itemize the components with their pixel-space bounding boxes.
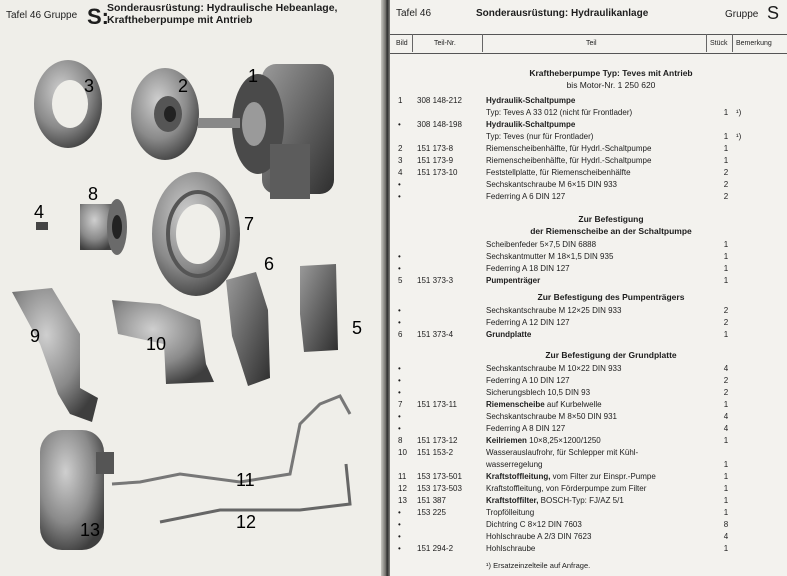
quantity-cell: 1 — [723, 144, 729, 153]
quantity-cell: 4 — [723, 412, 729, 421]
part-number-cell: 151 373-4 — [417, 330, 454, 339]
quantity-cell: 1 — [723, 400, 729, 409]
part-number-cell: 151 387 — [417, 496, 446, 505]
table-row — [390, 460, 787, 472]
description-cell: Dichtring C 8×12 DIN 7603 — [486, 520, 582, 529]
quantity-cell: 1 — [723, 132, 729, 141]
description-cell: Tropfölleitung — [486, 508, 535, 517]
part-6-bracket — [226, 272, 270, 386]
table-row — [390, 192, 787, 204]
table-row — [390, 532, 787, 544]
bild-cell: 1 — [398, 96, 403, 105]
label-5: 5 — [352, 318, 363, 338]
right-page — [390, 0, 787, 576]
table-row — [390, 508, 787, 520]
quantity-cell: 8 — [723, 520, 729, 529]
table-row — [390, 108, 787, 120]
table-row — [390, 544, 787, 556]
description-cell: Feststellplatte, für Riemenscheibenhälfte — [486, 168, 631, 177]
part-number-cell: 308 148-198 — [417, 120, 462, 129]
table-row — [390, 364, 787, 376]
bild-cell: • — [398, 192, 401, 201]
col-bemerkung: Bemerkung — [736, 40, 772, 47]
table-row — [390, 252, 787, 264]
bild-cell: 13 — [398, 496, 407, 505]
description-cell: wasserregelung — [486, 460, 543, 469]
part-number-cell: 151 173-8 — [417, 144, 454, 153]
table-row — [390, 376, 787, 388]
description-cell: Hydraulik-Schaltpumpe — [486, 120, 576, 129]
col-divider — [732, 34, 733, 52]
part-8-small-pulley — [80, 199, 127, 255]
col-bild: Bild — [396, 40, 408, 47]
bild-cell: • — [398, 120, 401, 129]
quantity-cell: 1 — [723, 156, 729, 165]
table-row — [390, 412, 787, 424]
subheading-1a: Zur Befestigung — [578, 214, 644, 224]
quantity-cell: 1 — [723, 264, 729, 273]
part-9-elbow-pipe — [12, 288, 98, 422]
quantity-cell: 1 — [723, 484, 729, 493]
part-number-cell: 308 148-212 — [417, 96, 462, 105]
bild-cell: 7 — [398, 400, 403, 409]
description-cell: Sicherungsblech 10,5 DIN 93 — [486, 388, 591, 397]
bild-cell: 2 — [398, 144, 403, 153]
bild-cell: 6 — [398, 330, 403, 339]
bild-cell: • — [398, 412, 401, 421]
bild-cell: • — [398, 306, 401, 315]
quantity-cell: 1 — [723, 276, 729, 285]
left-title-line2: Kraftheberpumpe mit Antrieb — [107, 14, 253, 26]
label-7: 7 — [244, 214, 255, 234]
table-row — [390, 306, 787, 318]
description-cell: Scheibenfeder 5×7,5 DIN 6888 — [486, 240, 597, 249]
description-cell: Federring A 8 DIN 127 — [486, 424, 566, 433]
label-12: 12 — [236, 512, 257, 532]
col-stueck: Stück — [710, 40, 728, 47]
quantity-cell: 2 — [723, 180, 729, 189]
part-number-cell: 153 225 — [417, 508, 446, 517]
quantity-cell: 1 — [723, 252, 729, 261]
part-3-pulley-half — [34, 60, 102, 148]
part-1-pump — [198, 64, 334, 199]
table-row — [390, 424, 787, 436]
right-tafel-label: Tafel 46 — [396, 8, 432, 19]
label-1: 1 — [248, 66, 259, 86]
bild-cell: 3 — [398, 156, 403, 165]
table-row — [390, 448, 787, 460]
col-divider — [482, 34, 483, 52]
bild-cell: • — [398, 520, 401, 529]
bild-cell: • — [398, 388, 401, 397]
bild-cell: 10 — [398, 448, 407, 457]
table-row — [390, 144, 787, 156]
footnote: ¹) Ersatzeinzelteile auf Anfrage. — [486, 561, 591, 570]
subheading-3: Zur Befestigung der Grundplatte — [545, 350, 677, 360]
bild-cell: 11 — [398, 472, 407, 481]
quantity-cell: 1 — [723, 472, 729, 481]
label-4: 4 — [34, 202, 45, 222]
bild-cell: 8 — [398, 436, 403, 445]
bild-cell: • — [398, 318, 401, 327]
description-cell: Hydraulik-Schaltpumpe — [486, 96, 576, 105]
description-cell: Hohlschraube — [486, 544, 536, 553]
table-row — [390, 520, 787, 532]
description-cell: Keilriemen 10×8,25×1200/1250 — [486, 436, 601, 445]
description-cell: Grundplatte — [486, 330, 532, 339]
label-3: 3 — [84, 76, 95, 96]
section-title: Kraftheberpumpe Typ: Teves mit Antrieb — [529, 68, 693, 78]
section-subtitle: bis Motor-Nr. 1 250 620 — [566, 80, 656, 90]
part-13-fuel-filter — [40, 430, 114, 550]
description-cell: Kraftstoffilter, BOSCH-Typ: FJ/AZ 5/1 — [486, 496, 624, 505]
table-header — [390, 34, 787, 54]
bild-cell: 5 — [398, 276, 403, 285]
quantity-cell: 2 — [723, 388, 729, 397]
bild-cell: • — [398, 252, 401, 261]
bild-cell: • — [398, 180, 401, 189]
description-cell: Sechskantschraube M 10×22 DIN 933 — [486, 364, 622, 373]
table-row — [390, 120, 787, 132]
part-number-cell: 151 294-2 — [417, 544, 454, 553]
parts-photo — [0, 34, 383, 576]
part-number-cell: 151 173-9 — [417, 156, 454, 165]
table-row — [390, 132, 787, 144]
col-divider — [706, 34, 707, 52]
left-title-line1: Sonderausrüstung: Hydraulische Hebeanlage, — [107, 2, 338, 14]
bild-cell: • — [398, 544, 401, 553]
part-number-cell: 151 373-3 — [417, 276, 454, 285]
quantity-cell: 4 — [723, 424, 729, 433]
description-cell: Typ: Teves (nur für Frontlader) — [486, 132, 594, 141]
table-row — [390, 240, 787, 252]
quantity-cell: 2 — [723, 168, 729, 177]
table-row — [390, 264, 787, 276]
table-row — [390, 388, 787, 400]
quantity-cell: 1 — [723, 330, 729, 339]
part-number-cell: 151 173-10 — [417, 168, 458, 177]
label-9: 9 — [30, 326, 41, 346]
left-tafel-label: Tafel 46 Gruppe — [6, 10, 78, 21]
bild-cell: • — [398, 424, 401, 433]
part-number-cell: 151 153-2 — [417, 448, 454, 457]
quantity-cell: 1 — [723, 544, 729, 553]
right-title: Sonderausrüstung: Hydraulikanlage — [476, 8, 649, 19]
table-row — [390, 96, 787, 108]
remark-cell: ¹) — [736, 132, 742, 141]
bild-cell: • — [398, 532, 401, 541]
col-teil: Teil — [586, 40, 597, 47]
description-cell: Riemenscheibe auf Kurbelwelle — [486, 400, 602, 409]
label-6: 6 — [264, 254, 275, 274]
table-row — [390, 318, 787, 330]
description-cell: Federring A 10 DIN 127 — [486, 376, 570, 385]
part-number-cell: 151 173-12 — [417, 436, 458, 445]
subheading-1b: der Riemenscheibe an der Schaltpumpe — [530, 226, 692, 236]
bild-cell: • — [398, 264, 401, 273]
bild-cell: 12 — [398, 484, 407, 493]
table-row — [390, 472, 787, 484]
quantity-cell: 2 — [723, 376, 729, 385]
description-cell: Wasserauslaufrohr, für Schlepper mit Kühl- — [486, 448, 639, 457]
quantity-cell: 2 — [723, 318, 729, 327]
table-row — [390, 276, 787, 288]
bild-cell: • — [398, 364, 401, 373]
quantity-cell: 1 — [723, 108, 729, 117]
right-group-letter: S — [767, 3, 780, 23]
label-2: 2 — [178, 76, 189, 96]
part-number-cell: 153 173-503 — [417, 484, 462, 493]
part-4-plate — [36, 222, 48, 230]
description-cell: Hohlschraube A 2/3 DIN 7623 — [486, 532, 592, 541]
description-cell: Kraftstoffleitung, von Förderpumpe zum Filter — [486, 484, 647, 493]
bild-cell: • — [398, 376, 401, 385]
right-page-header — [390, 0, 787, 34]
description-cell: Federring A 18 DIN 127 — [486, 264, 570, 273]
table-row — [390, 330, 787, 342]
bild-cell: 4 — [398, 168, 403, 177]
bild-cell: • — [398, 508, 401, 517]
description-cell: Sechskantschraube M 8×50 DIN 931 — [486, 412, 617, 421]
quantity-cell: 4 — [723, 364, 729, 373]
table-row — [390, 168, 787, 180]
label-13: 13 — [80, 520, 101, 540]
quantity-cell: 4 — [723, 532, 729, 541]
part-11-fuel-line — [112, 396, 350, 484]
col-divider — [412, 34, 413, 52]
remark-cell: ¹) — [736, 108, 742, 117]
label-10: 10 — [146, 334, 167, 354]
table-row — [390, 496, 787, 508]
table-row — [390, 484, 787, 496]
quantity-cell: 1 — [723, 460, 729, 469]
quantity-cell: 1 — [723, 240, 729, 249]
part-number-cell: 151 173-11 — [417, 400, 457, 409]
description-cell: Sechskantmutter M 18×1,5 DIN 935 — [486, 252, 614, 261]
table-row — [390, 156, 787, 168]
description-cell: Pumpenträger — [486, 276, 541, 285]
description-cell: Federring A 6 DIN 127 — [486, 192, 566, 201]
description-cell: Federring A 12 DIN 127 — [486, 318, 570, 327]
quantity-cell: 1 — [723, 496, 729, 505]
description-cell: Kraftstoffleitung, vom Filter zur Einspr.-Pumpe — [486, 472, 656, 481]
part-7-large-pulley — [152, 172, 240, 296]
quantity-cell: 1 — [723, 508, 729, 517]
left-page — [0, 0, 383, 576]
table-row — [390, 400, 787, 412]
table-row — [390, 180, 787, 192]
quantity-cell: 1 — [723, 436, 729, 445]
label-8: 8 — [88, 184, 99, 204]
description-cell: Riemenscheibenhälfte, für Hydrl.-Schaltpumpe — [486, 144, 652, 153]
part-5-base-plate — [300, 264, 338, 352]
subheading-2: Zur Befestigung des Pumpenträgers — [537, 292, 685, 302]
part-2-pulley-half — [131, 68, 199, 160]
part-number-cell: 153 173-501 — [417, 472, 462, 481]
description-cell: Riemenscheibenhälfte, für Hydrl.-Schaltpumpe — [486, 156, 652, 165]
description-cell: Sechskantschraube M 12×25 DIN 933 — [486, 306, 622, 315]
quantity-cell: 2 — [723, 192, 729, 201]
table-row — [390, 436, 787, 448]
quantity-cell: 2 — [723, 306, 729, 315]
description-cell: Typ: Teves A 33 012 (nicht für Frontlader) — [486, 108, 633, 117]
description-cell: Sechskantschraube M 6×15 DIN 933 — [486, 180, 617, 189]
col-teil-nr: Teil-Nr. — [434, 40, 456, 47]
gruppe-label: Gruppe — [725, 9, 759, 20]
left-group-letter: S: — [87, 4, 109, 29]
label-11: 11 — [236, 470, 255, 490]
